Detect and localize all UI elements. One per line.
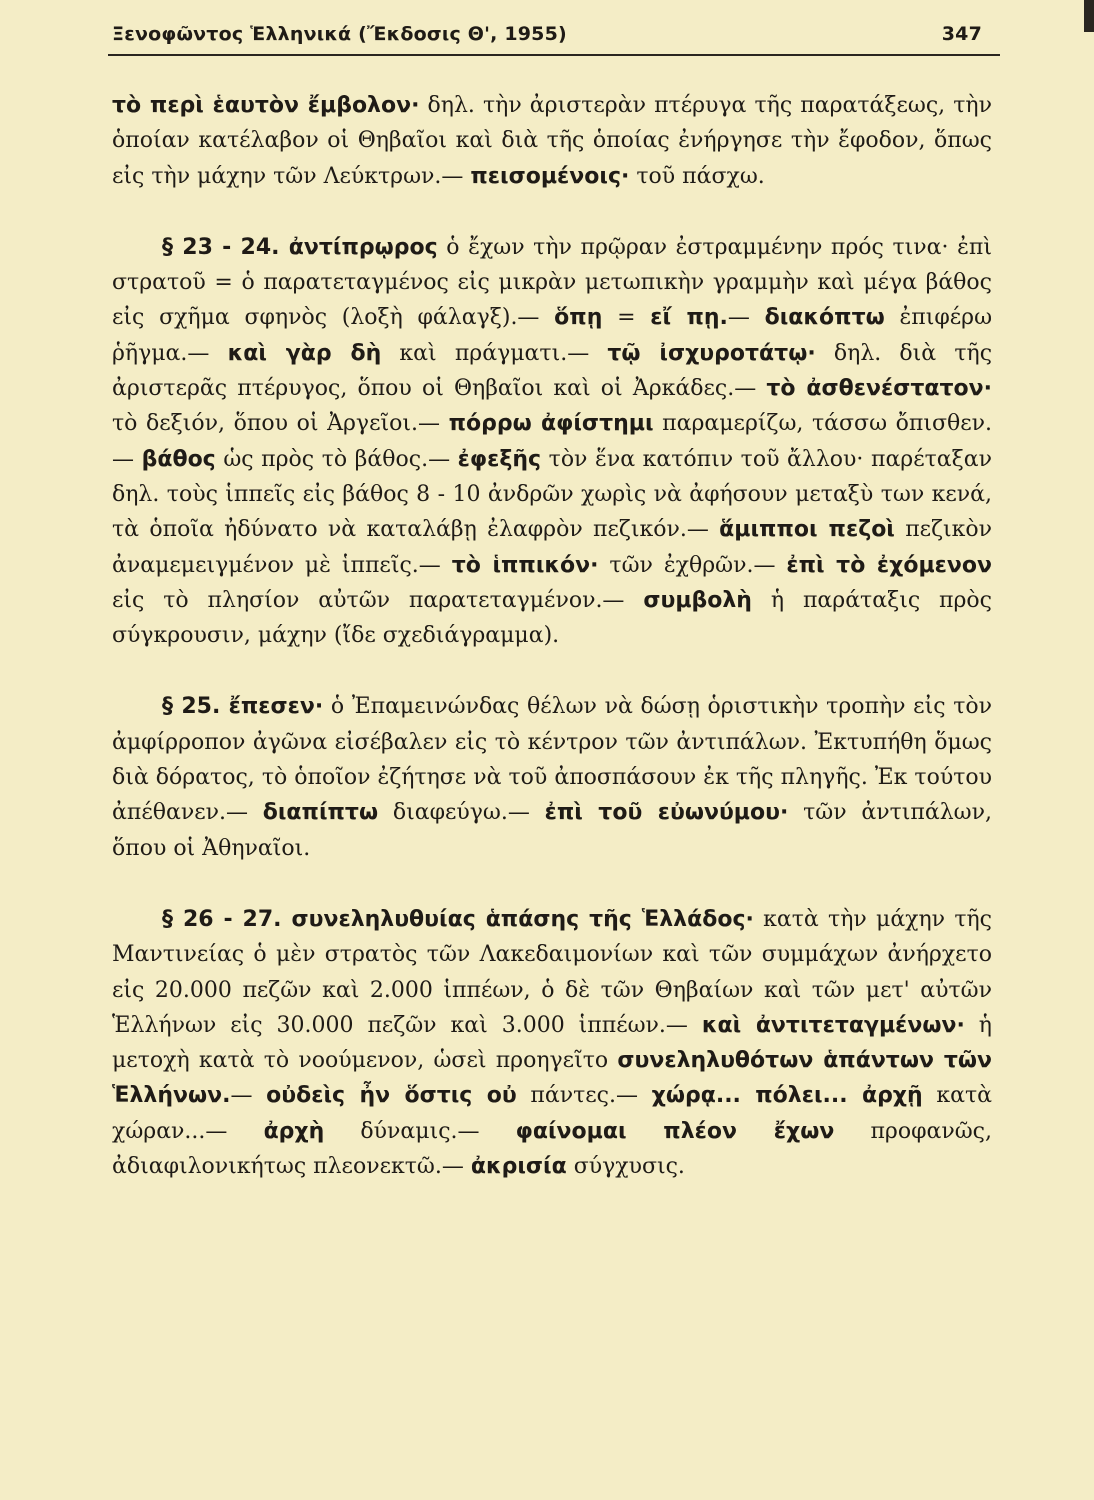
gloss-text: — xyxy=(230,1083,267,1109)
gloss-text: τῶν ἐχθρῶν.— xyxy=(598,552,787,578)
gloss-text: δηλ. τὴν ἀριστερὰν πτέρυγα τῆς παρατάξεως, τὴν ὁποίαν κατέλαβον οἱ Θηβαῖοι καὶ διὰ τῆς ὁποίας ἐνήργησε τὴν ἔφοδον, ὅπως εἰς τὴν μάχην τῶν Λεύκτρων.— xyxy=(112,93,992,189)
gloss-text: ἡ παράταξις πρὸς σύγκρουσιν, μάχην (ἴδε σχεδιάγραμμα). xyxy=(112,587,992,649)
gloss-text: τοῦ πάσχω. xyxy=(629,163,765,189)
lemma-term: καὶ ἀντιτεταγμένων· xyxy=(701,1012,965,1038)
lemma-term: διακόπτω xyxy=(764,305,885,331)
lemma-term: χώρᾳ... πόλει... ἀρχῇ xyxy=(651,1083,923,1109)
lemma-term: οὐδεὶς ἦν ὅστις οὐ xyxy=(266,1083,517,1109)
lemma-term: συνεληλυθότων ἁπάντων τῶν Ἑλλήνων. xyxy=(112,1048,992,1109)
commentary-paragraph-3 xyxy=(112,689,992,865)
header-title: Ξενοφῶντος Ἑλληνικά (Ἔκδοσις Θ', 1955) xyxy=(112,23,567,45)
gloss-text: δύναμις.— xyxy=(324,1118,516,1144)
lemma-term: τὸ περὶ ἑαυτὸν ἔμβολον· xyxy=(112,93,420,118)
lemma-term: καὶ γὰρ δὴ xyxy=(227,340,382,366)
gloss-text: τὸ δεξιόν, ὅπου οἱ Ἀργεῖοι.— xyxy=(112,411,449,437)
lemma-term: τῷ ἰσχυροτάτῳ· xyxy=(607,340,816,366)
gloss-text: τὸν ἕνα κατόπιν τοῦ ἄλλου· παρέταξαν δηλ. τοὺς ἱππεῖς εἰς βάθος 8 - 10 ἀνδρῶν χωρὶς νὰ ἀφήσουν μεταξὺ των κενά, τὰ ὁποῖα ἠδύνατο νὰ καταλάβῃ ἐλαφρὸν πεζικόν.— xyxy=(112,446,993,543)
lemma-term: τὸ ἀσθενέστατον· xyxy=(766,376,992,402)
commentary-paragraph-4 xyxy=(112,902,992,1184)
gloss-text: δηλ. διὰ τῆς ἀριστερᾶς πτέρυγος, ὅπου οἱ Θηβαῖοι καὶ οἱ Ἀρκάδες.— xyxy=(112,340,993,402)
gloss-text: πάντες.— xyxy=(516,1083,652,1109)
lemma-term: § 26 - 27. συνεληλυθυίας ἁπάσης τῆς Ἑλλάδος· xyxy=(162,906,754,932)
page-number: 347 xyxy=(941,23,982,45)
lemma-term: ἐφεξῆς xyxy=(457,446,542,472)
lemma-term: ἅμιπποι πεζοὶ xyxy=(719,517,895,543)
lemma-term: ἐπὶ τὸ ἐχόμενον xyxy=(786,552,992,578)
gloss-text: πεζικὸν ἀναμεμειγμένον μὲ ἱππεῖς.— xyxy=(112,517,992,578)
commentary-paragraph-1 xyxy=(112,88,992,194)
gloss-text: ὁ Ἐπαμεινώνδας θέλων νὰ δώσῃ ὁριστικὴν τροπὴν εἰς τὸν ἀμφίρροπον ἀγῶνα εἰσέβαλεν εἰς τὸ κέντρον τῶν ἀντιπάλων. Ἐκτυπήθη ὅμως διὰ δόρατος, τὸ ὁποῖον ἐζήτησε νὰ τοῦ ἀποσπάσουν ἐκ τῆς πληγῆς. Ἐκ τούτου ἀπέθανεν.— xyxy=(112,694,992,826)
header-rule xyxy=(108,54,1000,56)
gloss-text: ὁ ἔχων τὴν πρῷραν ἐστραμμένην πρός τινα· ἐπὶ στρατοῦ = ὁ παρατεταγμένος εἰς μικρὰν μετωπικὴν γραμμὴν καὶ μέγα βάθος εἰς σχῆμα σφηνὸς (λοξὴ φάλαγξ).— xyxy=(112,234,992,331)
gloss-text: σύγχυσις. xyxy=(566,1154,685,1180)
gloss-text: ἡ μετοχὴ κατὰ τὸ νοούμενον, ὡσεὶ προηγεῖτο xyxy=(112,1012,992,1074)
gloss-text: = xyxy=(602,305,651,331)
lemma-term: τὸ ἱππικόν· xyxy=(451,552,599,578)
gloss-text: ὡς πρὸς τὸ βάθος.— xyxy=(215,446,458,472)
lemma-term: συμβολὴ xyxy=(643,587,752,613)
gloss-text: διαφεύγω.— xyxy=(378,800,545,826)
gloss-text: τῶν ἀντιπάλων, ὅπου οἱ Ἀθηναῖοι. xyxy=(112,800,992,861)
lemma-term: ἀρχὴ xyxy=(263,1118,325,1144)
commentary-body xyxy=(112,88,992,1184)
lemma-term: πόρρω ἀφίστημι xyxy=(448,411,654,437)
running-header xyxy=(112,14,982,54)
lemma-term: ἀκρισία xyxy=(470,1154,567,1180)
gloss-text: κατὰ χώραν...— xyxy=(112,1083,992,1144)
lemma-term: ὅπῃ xyxy=(554,305,603,331)
lemma-term: βάθος xyxy=(141,446,216,472)
gloss-text: προφανῶς, ἀδιαφιλονικήτως πλεονεκτῶ.— xyxy=(112,1118,992,1180)
lemma-term: φαίνομαι πλέον ἔχων xyxy=(515,1118,835,1144)
commentary-paragraph-2 xyxy=(112,230,992,654)
lemma-term: πεισομένοις· xyxy=(470,163,630,189)
lemma-term: διαπίπτω xyxy=(262,800,379,826)
gloss-text: καὶ πράγματι.— xyxy=(381,340,608,366)
lemma-term: § 23 - 24. ἀντίπρῳρος xyxy=(162,234,438,260)
gloss-text: παραμερίζω, τάσσω ὄπισθεν.— xyxy=(112,411,992,472)
gloss-text: εἰς τὸ πλησίον αὐτῶν παρατεταγμένον.— xyxy=(112,587,644,613)
gloss-text: ἐπιφέρω ῥῆγμα.— xyxy=(112,305,993,366)
lemma-term: εἴ πῃ. xyxy=(650,305,728,331)
scan-edge-mark xyxy=(1084,0,1094,32)
lemma-term: ἐπὶ τοῦ εὐωνύμου· xyxy=(544,800,789,826)
gloss-text: κατὰ τὴν μάχην τῆς Μαντινείας ὁ μὲν στρατὸς τῶν Λακεδαιμονίων καὶ τῶν συμμάχων ἀνήρχετο εἰς 20.000 πεζῶν καὶ 2.000 ἱππέων, ὁ δὲ τῶν Θηβαίων καὶ τῶν μετ' αὐτῶν Ἑλλήνων εἰς 30.000 πεζῶν καὶ 3.000 ἱππέων.— xyxy=(112,906,993,1038)
lemma-term: § 25. ἔπεσεν· xyxy=(162,694,324,720)
gloss-text: — xyxy=(727,305,765,331)
